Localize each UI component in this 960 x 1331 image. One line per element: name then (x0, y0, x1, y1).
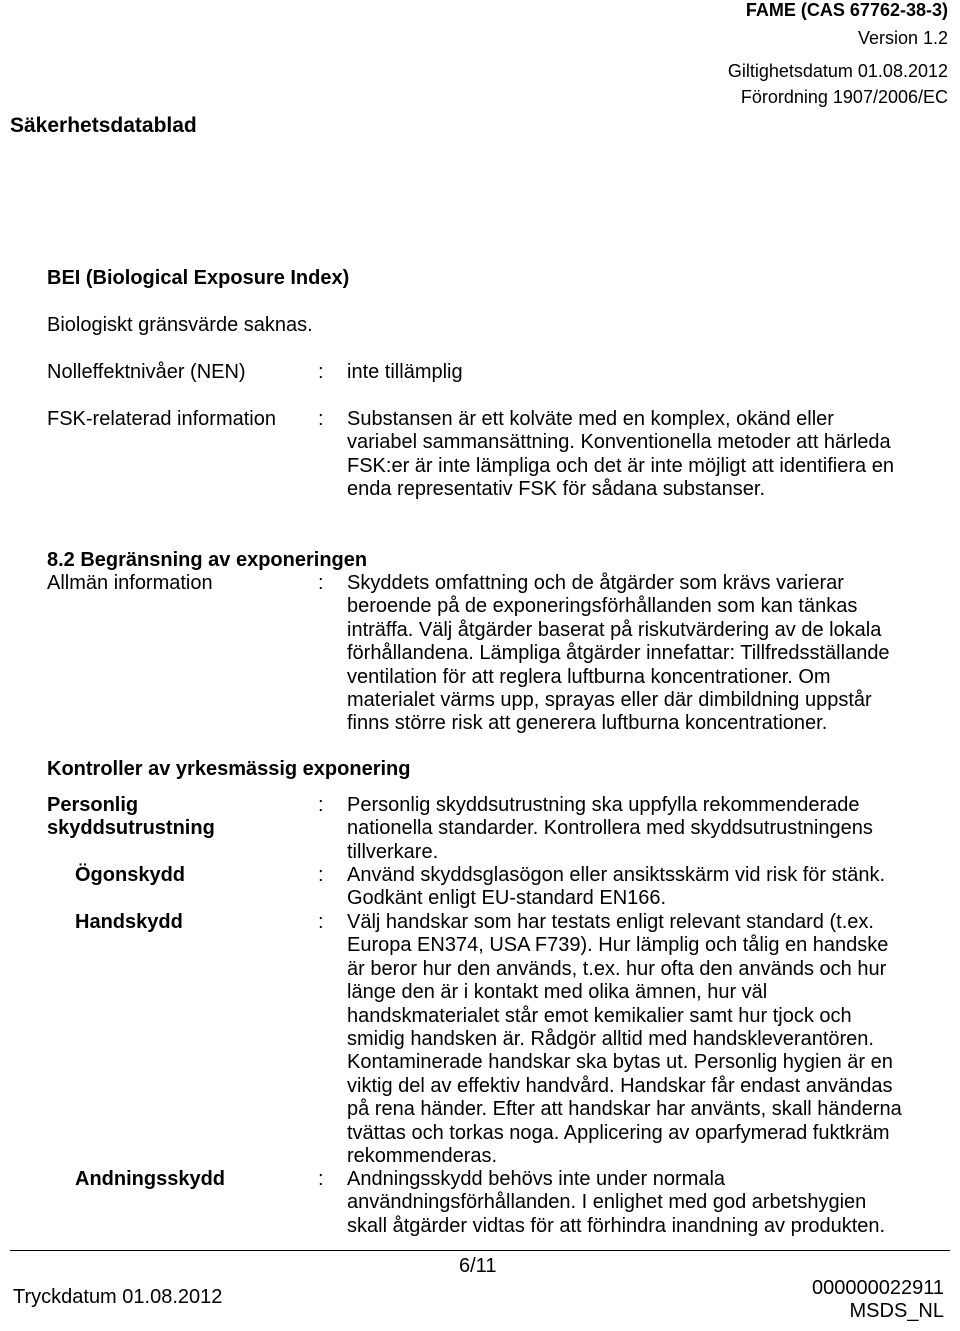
fsk-value-line: FSK:er är inte lämpliga och det är inte möjligt att identifiera en (347, 454, 894, 477)
fsk-value (347, 408, 894, 502)
ppe-label-line: Personlig (47, 794, 139, 816)
nen-label: Nolleffektnivåer (NEN) (47, 361, 246, 383)
bei-text: Biologiskt gränsvärde saknas. (47, 314, 313, 336)
hand-protection-label: Handskydd (75, 911, 183, 933)
respiratory-protection-line: Andningsskydd behövs inte under normala (347, 1168, 726, 1190)
hand-protection-line: rekommenderas. (347, 1145, 498, 1168)
ppe-value-line: tillverkare. (347, 840, 439, 863)
fsk-label: FSK-relaterad information (47, 408, 276, 430)
hand-protection-line: länge den är i kontakt med olika ämnen, hur väl (347, 981, 768, 1004)
general-info-value (347, 572, 890, 736)
hand-protection-line: Kontaminerade handskar ska bytas ut. Personlig hygien är en (347, 1051, 893, 1074)
document-format: MSDS_NL (849, 1300, 944, 1322)
respiratory-protection-value (347, 1168, 885, 1238)
general-info-line: Skyddets omfattning och de åtgärder som krävs varierar (347, 572, 844, 594)
print-date: Tryckdatum 01.08.2012 (13, 1286, 223, 1308)
eye-protection-line: Godkänt enligt EU-standard EN166. (347, 887, 667, 910)
hand-protection-line: viktig del av effektiv handvård. Handskar får endast användas (347, 1074, 893, 1097)
general-info-line: materialet värms upp, sprayas eller där dimbildning uppstår (347, 689, 872, 712)
fsk-value-line: enda representativ FSK för sådana substanser. (347, 478, 766, 501)
respiratory-protection-line: användningsförhållanden. I enlighet med god arbetshygien (347, 1191, 867, 1214)
general-info-line: inträffa. Välj åtgärder baserat på riskutvärdering av de lokala (347, 618, 882, 641)
footer-divider (10, 1250, 950, 1251)
respiratory-protection-label: Andningsskydd (75, 1168, 226, 1190)
general-info-line: finns större risk att generera luftburna koncentrationer. (347, 712, 828, 735)
document-title: Säkerhetsdatablad (10, 114, 197, 137)
hand-protection-line: Europa EN374, USA F739). Hur lämplig och tålig en handske (347, 934, 889, 957)
hand-protection-line: är beror hur den används, t.ex. hur ofta den används och hur (347, 957, 887, 980)
ppe-label (47, 794, 215, 841)
general-info-line: ventilation för att reglera luftburna koncentrationer. Om (347, 665, 831, 688)
ppe-separator: : (318, 794, 324, 816)
ppe-label-line: skyddsutrustning (47, 817, 215, 840)
fsk-value-line: variabel sammansättning. Konventionella metoder att härleda (347, 431, 891, 454)
general-info-label: Allmän information (47, 572, 213, 594)
eye-protection-label: Ögonskydd (75, 864, 186, 886)
ppe-value (347, 794, 873, 864)
regulation-label: Förordning 1907/2006/EC (740, 87, 948, 107)
section-8-2-heading: 8.2 Begränsning av exponeringen (47, 549, 368, 571)
hand-protection-separator: : (318, 911, 324, 933)
valid-date: Giltighetsdatum 01.08.2012 (727, 61, 948, 81)
hand-protection-line: Välj handskar som har testats enligt relevant standard (t.ex. (347, 911, 874, 933)
nen-separator: : (318, 361, 324, 383)
hand-protection-value (347, 911, 902, 1168)
product-name: FAME (CAS 67762-38-3) (745, 0, 948, 20)
hand-protection-line: tvättas och torkas noga. Applicering av oparfymerad fuktkräm (347, 1121, 890, 1144)
eye-protection-line: Använd skyddsglasögon eller ansiktsskärm vid risk för stänk. (347, 864, 886, 886)
hand-protection-line: smidig handsken är. Rådgör alltid med handskleverantören. (347, 1028, 874, 1051)
eye-protection-value (347, 864, 885, 911)
nen-value: inte tillämplig (347, 361, 463, 383)
fsk-separator: : (318, 408, 324, 430)
general-info-separator: : (318, 572, 324, 594)
ppe-value-line: nationella standarder. Kontrollera med skyddsutrustningens (347, 817, 873, 840)
general-info-line: beroende på de exponeringsförhållanden som kan tänkas (347, 595, 858, 618)
respiratory-protection-separator: : (318, 1168, 324, 1190)
general-info-line: förhållandena. Lämpliga åtgärder innefattar: Tillfredsställande (347, 642, 890, 665)
occupational-heading: Kontroller av yrkesmässig exponering (47, 758, 411, 780)
hand-protection-line: på rena händer. Efter att handskar har använts, skall händerna (347, 1098, 902, 1121)
version-label: Version 1.2 (857, 28, 948, 48)
respiratory-protection-line: skall åtgärder vidtas för att förhindra inandning av produkten. (347, 1214, 886, 1237)
document-number: 000000022911 (812, 1277, 944, 1299)
bei-heading: BEI (Biological Exposure Index) (47, 267, 350, 289)
eye-protection-separator: : (318, 864, 324, 886)
ppe-value-line: Personlig skyddsutrustning ska uppfylla rekommenderade (347, 794, 860, 816)
hand-protection-line: handskmaterialet står emot kemikalier samt hur tjock och (347, 1004, 852, 1027)
fsk-value-line: Substansen är ett kolväte med en komplex, okänd eller (347, 408, 834, 430)
page-number: 6/11 (459, 1255, 497, 1277)
